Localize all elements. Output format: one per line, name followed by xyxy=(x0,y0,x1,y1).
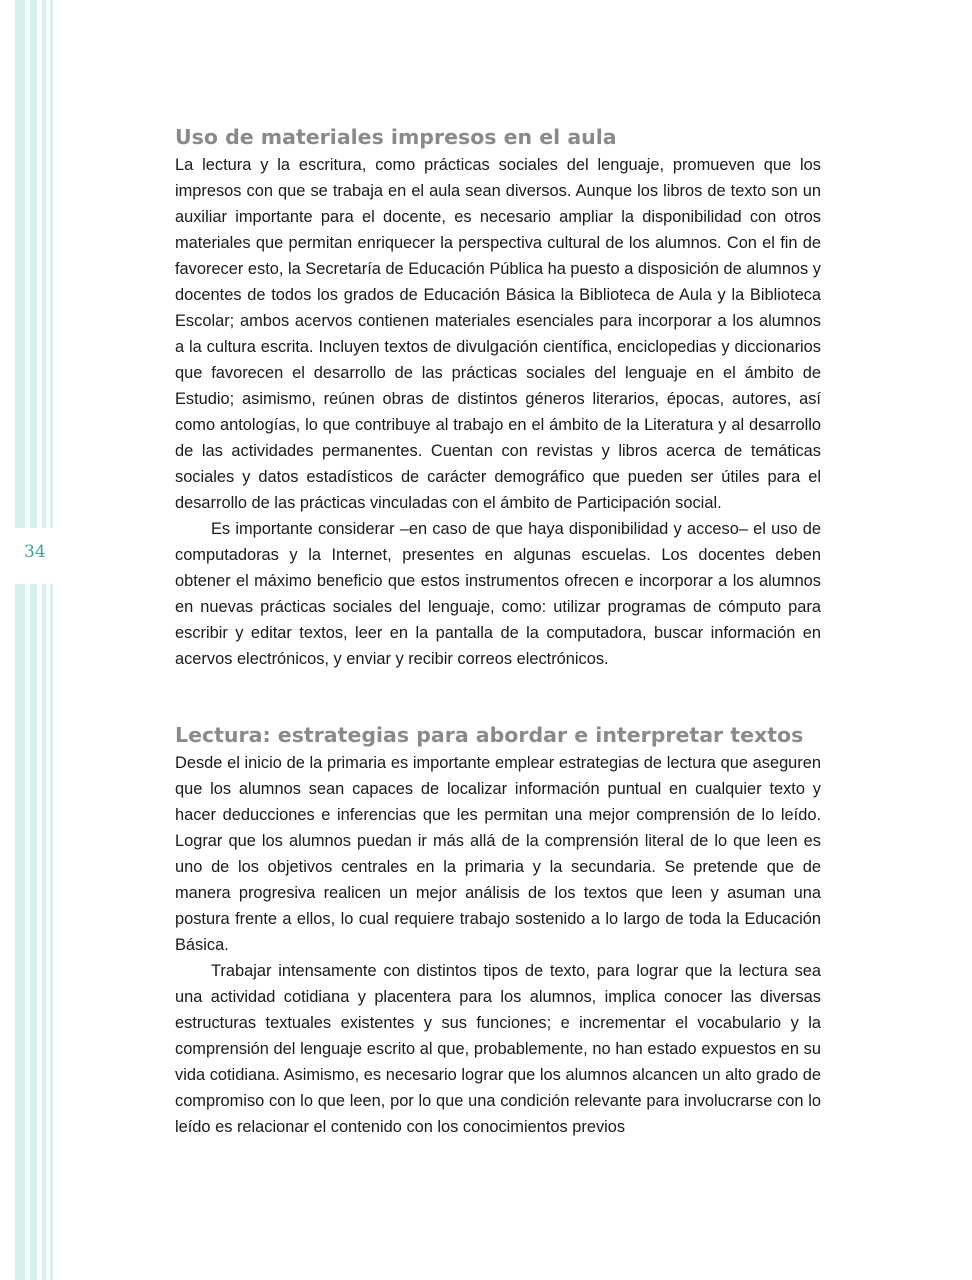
page-number: 34 xyxy=(24,542,46,562)
paragraph: La lectura y la escritura, como prácticas sociales del lenguaje, promueven que los impresos con que se trabaja en el aula sean diversos. Aunque los libros de texto son un auxiliar importante para el docente, es necesario ampliar la disponibilidad con otros materiales que permitan enriquecer la perspectiva cultural de los alumnos. Con el fin de favorecer esto, la Secretaría de Educación Pública ha puesto a disposición de alumnos y docentes de todos los grados de Educación Básica la Biblioteca de Aula y la Biblioteca Escolar; ambos acervos contienen materiales esenciales para incorporar a los alumnos a la cultura escrita. Incluyen textos de divulgación científica, enciclopedias y diccionarios que favorecen el desarrollo de las prácticas sociales del lenguaje en el ámbito de Estudio; asimismo, reúnen obras de distintos géneros literarios, épocas, autores, así como antologías, lo que contribuye al trabajo en el ámbito de la Literatura y al desarrollo de las actividades permanentes. Cuentan con revistas y libros acerca de temáticas sociales y datos estadísticos de carácter demográfico que pueden ser útiles para el desarrollo de las prácticas vinculadas con el ámbito de Participación social. xyxy=(175,156,821,512)
margin-stripe xyxy=(42,0,46,1280)
section-reading-strategies xyxy=(175,720,821,1140)
paragraph: Trabajar intensamente con distintos tipos de texto, para lograr que la lectura sea una actividad cotidiana y placentera para los alumnos, implica conocer las diversas estructuras textuales existentes y sus funciones; e incrementar el vocabulario y la comprensión del lenguaje escrito al que, probablemente, no han estado expuestos en su vida cotidiana. Asimismo, es necesario lograr que los alumnos alcancen un alto grado de compromiso con lo que leen, por lo que una condición relevante para involucrarse con lo leído es relacionar el contenido con los conocimientos previos xyxy=(175,962,821,1136)
page-content xyxy=(175,122,821,1140)
section-heading: Uso de materiales impresos en el aula xyxy=(175,125,617,149)
paragraph: Es importante considerar –en caso de que haya disponibilidad y acceso– el uso de computadoras y la Internet, presentes en algunas escuelas. Los docentes deben obtener el máximo beneficio que estos instrumentos ofrecen e incorporar a los alumnos en nuevas prácticas sociales del lenguaje, como: utilizar programas de cómputo para escribir y editar textos, leer en la pantalla de la computadora, buscar información en acervos electrónicos, y enviar y recibir correos electrónicos. xyxy=(175,520,821,668)
paragraph: Desde el inicio de la primaria es importante emplear estrategias de lectura que aseguren que los alumnos sean capaces de localizar información puntual en cualquier texto y hacer deducciones e inferencias que les permitan una mejor comprensión de lo leído. Lograr que los alumnos puedan ir más allá de la comprensión literal de lo que leen es uno de los objetivos centrales en la primaria y la secundaria. Se pretende que de manera progresiva realicen un mejor análisis de los textos que leen y asuman una postura frente a ellos, lo cual requiere trabajo sostenido a lo largo de toda la Educación Básica. xyxy=(175,754,821,954)
margin-stripe xyxy=(30,0,37,1280)
section-heading: Lectura: estrategias para abordar e interpretar textos xyxy=(175,723,804,747)
section-printed-materials xyxy=(175,122,821,672)
margin-stripe xyxy=(50,0,53,1280)
margin-stripe xyxy=(15,0,25,1280)
